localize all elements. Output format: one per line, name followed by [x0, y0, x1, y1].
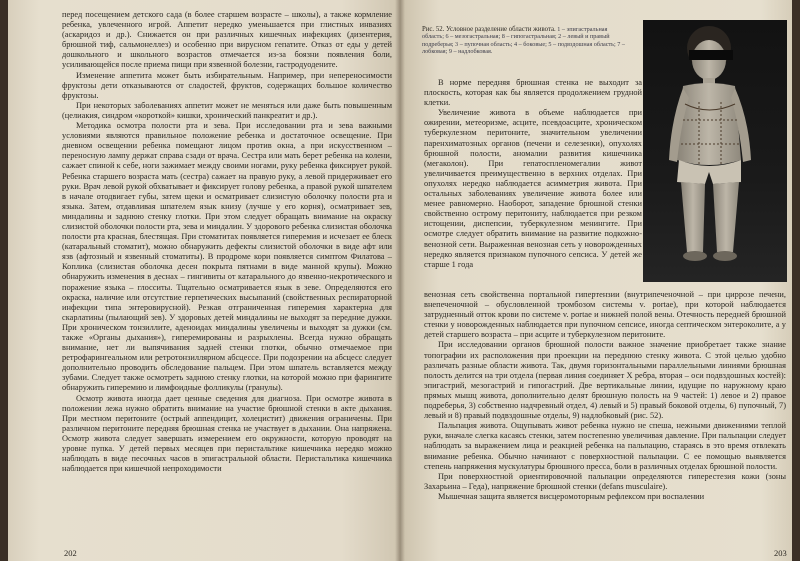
privacy-bar [689, 50, 733, 60]
child-figure-illustration [643, 20, 787, 282]
figure-caption-title: Рис. 52. Условное разделение области живота. [422, 26, 556, 33]
right-paragraph: В норме передняя брюшная стенка не выходит за плоскость, которая как бы является продолжением грудной клетки. [424, 78, 642, 108]
figure-caption [422, 26, 628, 56]
left-paragraph: Осмотр живота иногда дает ценные сведения для диагноза. При осмотре живота в положении лежа нужно обратить внимание на участие брюшной стенки в акте дыхания. При местном перитоните (острый аппендицит, холецистит) движения ограничены. При различном перитоните передняя брюшная стенка не участвует в дыхании. Она напряжена. Осмотр живота следует завершать измерением его окружности, которую проводят на уровне пупка. У детей первых месяцев при перистальтике кишечника нередко можно наблюдать в виде песочных часов в эпигастральной области. Перистальтика кишечника наблюдается при кишечной непроходимости [62, 393, 392, 474]
right-paragraph: венозная сеть свойственна портальной гипертензии (внутрипеченочной – при циррозе печени, внепеченочной – обусловленной тромбозом системы v. portae), при которой наблюдается затрудненный отток крови по системе v. portae и нижней полой вены. Отечность передней брюшной стенки у новорожденных наблюдается при пупочном сепсисе, иногда септическом энтероколите, а у детей старшего возраста – при асците и туберкулезном перитоните. [424, 290, 786, 340]
left-paragraph: перед посещением детского сада (в более старшем возрасте – школы), а также кормление ребенка, увлеченного игрой. Аппетит нередко уменьшается при глистных инвазиях (аскаридоз и др.). Снижается он при различных кишечных инфекциях (дизентерия, брюшной тиф, сальмонеллез) и особенно при вирусном гепатите. Отказ от еды у детей дошкольного и школьного возрастов отмечается из-за боязни появления боли, усиливающейся после приема пищи при язвенной болезни, гастродуодените. [62, 10, 392, 70]
right-paragraph: Увеличение живота в объеме наблюдается при ожирении, метеоризме, асците, псевдоасците, хроническом туберкулезном перитоните, значительном увеличении паренхиматозных органов (печени и селезенки), опухолях брюшной полости, аномалии развития кишечника (мегаколон). При гепатоспленомегалии живот увеличивается преимущественно в верхних отделах. При опухолях нередко наблюдается асимметрия живота. При остальных заболеваниях увеличение живота более или менее равномерно. Наоборот, западение брюшной стенки свойственно острому перитониту, наблюдается при резком истощении, диспепсии, туберкулезном менингите. При осмотре следует обратить внимание на развитие подкожно-венозной сети. Выраженная венозная сеть у новорожденных нередко является признаком пупочного сепсиса. У детей же старше 1 года [424, 108, 642, 269]
right-paragraph: Пальпация живота. Ощупывать живот ребенка нужно не спеша, нежными движениями теплой руки, вначале слегка касаясь стенки, затем постепенно увеличивая давление. При пальпации следует наблюдать за выражением лица и реакцией ребенка на пальпацию, стараясь в это время отвлекать внимание ребенка. Обычно начинают с поверхностной пальпации. С ее помощью выявляется степень напряжения мускулатуры брюшного пресса, боли в различных отделах брюшной полости. [424, 421, 786, 471]
right-page-text-top [424, 78, 642, 270]
right-page-number: 203 [774, 548, 787, 558]
right-paragraph: При поверхностной ориентировочной пальпации определяются гиперестезия кожи (зоны Захарьина – Геда), напряжение брюшной стенки (defans musculaire). [424, 471, 786, 491]
left-page-number: 202 [64, 548, 77, 558]
left-paragraph: При некоторых заболеваниях аппетит может не меняться или даже быть повышенным (целиакия, синдром «короткой» кишки, хронический панкреатит и др.). [62, 100, 392, 120]
figure-caption-body: 1 – эпигастральная область; 6 – мезогастральная; 8 – гипогастральная; 2 – левый и правый подреберья; 3 – пупочная область; 4 – боковые; 5 – подвздошная область; 7 – лобковая; 9 – надлобковая. [422, 26, 625, 56]
figure-photo-child-abdomen [643, 20, 787, 282]
right-page-text-bottom [424, 290, 786, 502]
right-paragraph: При исследовании органов брюшной полости важное значение приобретает также знание топографии их расположения при проекции на переднюю стенку живота. С этой целью удобно различать разные области живота. Так, двумя горизонтальными параллельными линиями брюшная полость делится на три отдела (первая линия соединяет X ребра, вторая – оси подвздошных костей): эпигастрий, мезогастрий и гипогастрий. Две вертикальные линии, идущие по наружному краю прямых мышц живота, дополнительно делят брюшную полость на 9 частей: 1) левое и 2) правое подреберья, 3) собственно надчревный отдел, 4) левый и 5) правый боковой отделы, 6) пупочный, 7) левый и 8) правый подвздошные отделы, 9) надлобковый (рис. 52). [424, 340, 786, 421]
left-paragraph: Методика осмотра полости рта и зева. При исследовании рта и зева важными условиями являются правильное положение ребенка и достаточное освещение. При дневном освещении ребенка помещают лицом против окна, а при искусственном – переносную лампу держат справа сзади от врача. Сестра или мать берет ребенка на колени, сажает спиной к себе, ноги зажимает между своими ногами, руку ребенка фиксирует рукой. Ребенка старшего возраста мать (сестра) сажает на правую руку, а левой придерживает его руки. Врач левой рукой обхватывает и фиксирует голову ребенка, а правой рукой шпателем в начале отодвигает губы, затем щеки и осматривает слизистую оболочку полости рта и языка. Затем, отдавливая шпателем язык книзу (лучше у его корня), осматривает зев, миндалины и заднюю стенку глотки. При этом следует обращать внимание на окраску слизистой оболочки полости рта, зева и миндалин. У здорового ребенка слизистая оболочка полости рта красная, блестящая. При стоматитах появляется гиперемия и исчезает ее блеск (катаральный стоматит), можно обнаружить дефекты слизистой оболочки в виде афт или язв (афтозный и язвенный стоматиты). В продроме кори появляется симптом Филатова – Коплика (слизистая оболочка десен покрыта пятнами в виде манной крупы). Можно обнаружить изменения в деснах – гингивиты от катарального до язвенно-некротического и поражение языка – глосситы. Тщательно осматривается язык в зеве. Определяются его окраска, наличие или отсутствие герпетических высыпаний (свойственных респираторной инфекции типа энтеровирусной). Резкая отграниченная гиперемия характерна для скарлатины (пылающий зев). У здоровых детей миндалины не выходят за передние дужки. При хроническом тонзиллите, аденоидах миндалины увеличены и выходят за дужки (см. также «Органы дыхания»), гиперемированы и разрыхлены. Всегда нужно обращать внимание, нет ли выпячивания задней стенки глотки, обычно отмечаемое при ретрофарингеальном или ретротонзиллярном абсцессе. При подозрении на абсцесс следует дополнительно проводить обследование пальцем. При этом шпатель вставляется между зубами. Следует также осмотреть заднюю стенку глотки, на которой можно при фарингите обнаружить гиперемию и лимфоидные фолликулы (гранулы). [62, 121, 392, 393]
left-paragraph: Изменение аппетита может быть избирательным. Например, при непереносимости фруктозы дети отказываются от сладостей, фруктов, содержащих большое количество фруктозы. [62, 70, 392, 100]
right-paragraph: Мышечная защита является висцеромоторным рефлексом при воспалении [438, 491, 705, 501]
left-page-text [62, 10, 392, 474]
book-gutter [395, 0, 405, 561]
right-page [400, 0, 792, 561]
left-page [8, 0, 400, 561]
